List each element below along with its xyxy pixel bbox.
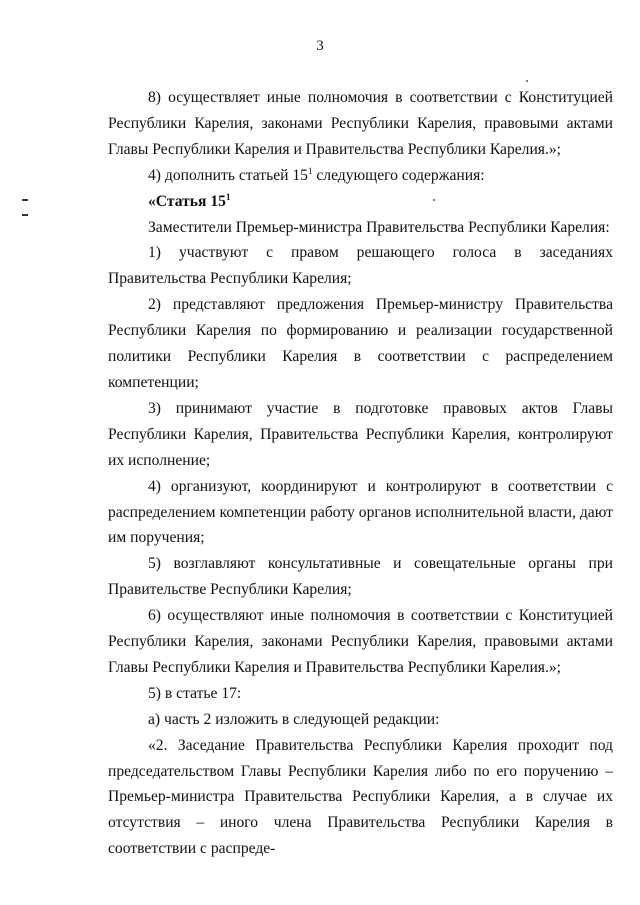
paragraph-deputies-intro: [108, 215, 613, 241]
paragraph-text: 5) в статье 17:: [148, 684, 242, 702]
paragraph-item-4: [108, 474, 613, 552]
paragraph-item-8: [108, 85, 613, 163]
paragraph-item-2: [108, 292, 613, 396]
heading-text: «Статья 15: [148, 192, 226, 210]
paragraph-subitem-a: [108, 707, 613, 733]
superscript: 1: [307, 165, 313, 176]
paragraph-text: 4) организуют, координируют и контролируют в соответствии с распределением компетенции работу органов исполнительной власти, дают им поручения;: [108, 477, 613, 547]
paragraph-amendment-5: [108, 681, 613, 707]
page-number: 3: [316, 38, 324, 54]
paragraph-item-6: [108, 603, 613, 681]
paragraph-text: 5) возглавляют консультативные и совещательные органы при Правительстве Республики Карелия;: [108, 555, 613, 599]
paragraph-text: 4) дополнить статьей 15: [148, 166, 308, 184]
margin-mark: [22, 199, 28, 201]
paragraph-text: следующего содержания:: [312, 166, 485, 184]
paragraph-item-3: [108, 396, 613, 474]
paragraph-text: а) часть 2 изложить в следующей редакции:: [148, 710, 440, 728]
paragraph-text: 6) осуществляют иные полномочия в соответствии с Конституцией Республики Карелия, законами Республики Карелия, правовыми актами Главы Республики Карелия и Правительства Республики Карелия.»;: [108, 607, 613, 676]
superscript: 1: [225, 191, 231, 202]
paragraph-text: «2. Заседание Правительства Республики Карелия проходит под председательством Главы Республики Карелия либо по его поручению – Премьер-министра Правительства Республики Карелия, а в случае их отсутствия – иного члена Правительства Республики Карелия в соответствии с распреде-: [108, 736, 613, 858]
paragraph-text: 1) участвуют с правом решающего голоса в заседаниях Правительства Республики Карелия;: [108, 244, 613, 288]
article-heading: [108, 189, 613, 215]
document-body: [108, 85, 613, 862]
paragraph-text: 8) осуществляет иные полномочия в соответствии с Конституцией Республики Карелия, законами Республики Карелия, правовыми актами Главы Республики Карелия и Правительства Республики Карелия.»;: [108, 89, 613, 158]
paragraph-amendment-4: [108, 163, 613, 189]
paragraph-item-1: [108, 240, 613, 292]
margin-mark: [22, 214, 28, 216]
paragraph-text: 3) принимают участие в подготовке правовых актов Главы Республики Карелия, Правительства Республики Карелия, контролируют их исполнение;: [108, 399, 613, 469]
paragraph-item-5: [108, 551, 613, 603]
scan-speck: [526, 80, 528, 82]
paragraph-part-2: [108, 733, 613, 863]
paragraph-text: Заместители Премьер-министра Правительства Республики Карелия:: [148, 218, 610, 236]
paragraph-text: 2) представляют предложения Премьер-министру Правительства Республики Карелия по формированию и реализации государственной политики Республики Карелия в соответствии с распределением компетенции;: [108, 296, 613, 391]
